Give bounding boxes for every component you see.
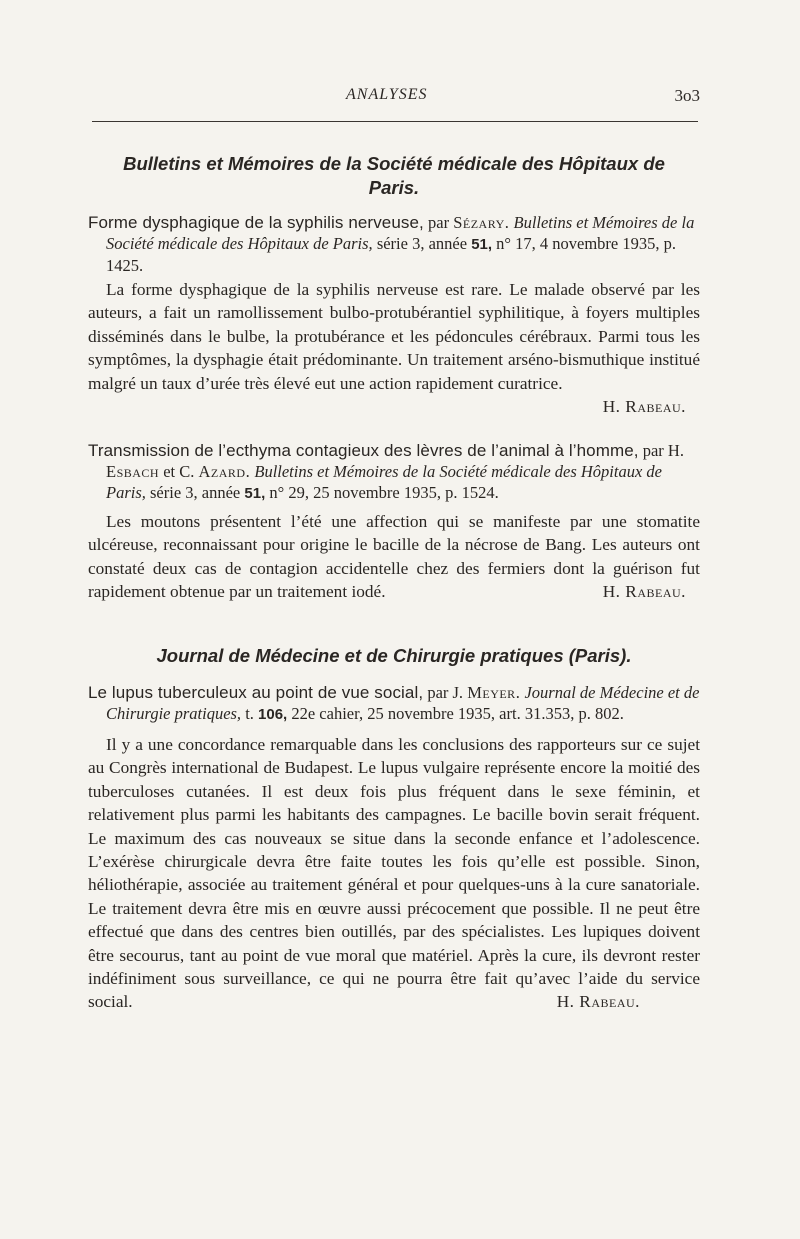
section-journal-medecine [88, 644, 700, 668]
signature: H. Rabeau. [556, 992, 640, 1012]
journal-title: Bulletins et Mémoires de la Société médicale des Hôpitaux de Paris. [123, 153, 665, 198]
page-number: 3o3 [674, 86, 700, 105]
section-bulletins [88, 152, 700, 200]
running-title: ANALYSES [346, 86, 428, 103]
year-number: 51, [244, 485, 266, 502]
author: Meyer. [467, 683, 521, 702]
series: série 3, année [150, 483, 241, 502]
citation-rest: 22e cahier, 25 novembre 1935, art. 31.353, p. 802. [291, 704, 624, 723]
author: Sézary. [453, 213, 510, 232]
article-body: Il y a une concordance remarquable dans les conclusions des rapporteurs sur ce sujet au Congrès international de Budapest. Le lupus vulgaire représente encore la moitié des tuberculoses cutanées. Il est deux fois plus fréquent dans le sexe féminin, et relativement plus parmi les habitants des campagnes. Le bacille bovin serait fréquent. Le maximum des cas nouveaux se situe dans la seconde enfance et l’adolescence. L’exérèse chirurgicale devra être faite toutes les fois qu’elle est possible. Sinon, héliothérapie, associée au traitement général et pour quelques-uns à la cure sanatoriale. Le traitement devra être mis en œuvre aussi précocement que possible. Il ne peut être effectué que dans des centres bien outillés, par des spécialistes. Les lupiques doivent être secourus, tant au point de vue moral que matériel. Après la cure, ils devront rester indéfiniment sous surveillance, ce qui ne pourra être fait qu’avec l’aide du service social. H. Rabeau. [88, 733, 700, 1014]
article-citation [88, 682, 700, 725]
article-lupus [88, 682, 700, 1014]
citation-rest: n° 29, 25 novembre 1935, p. 1524. [269, 483, 499, 502]
author-2: Azard. [198, 462, 251, 481]
source: Bulletins et Mémoires de la Société médicale des Hôpitaux de Paris, [106, 462, 663, 502]
signature: H. Rabeau. [602, 582, 686, 602]
citation-rest: n° 17, 4 novembre 1935, p. 1425. [106, 234, 676, 275]
article-citation [88, 212, 700, 276]
and-label: et C. [163, 462, 195, 481]
running-head [88, 86, 700, 110]
source: Bulletins et Mémoires de la Société médicale des Hôpitaux de Paris, [106, 213, 695, 253]
source: Journal de Médecine et de Chirurgie pratiques, [106, 683, 700, 723]
article-body: La forme dysphagique de la syphilis nerveuse est rare. Le malade observé par les auteurs, a fait un ramollissement bulbo-protubérantiel syphilitique, à foyers multiples disséminés dans le bulbe, la protubérance et les pédoncules cérébraux. Parmi tous les symptômes, la dysphagie était prédominante. Un traitement arséno-bismuthique institué malgré un taux d’urée très élevé eut une action rapidement curatrice. [88, 280, 700, 393]
article-transmission-ecthyma [88, 440, 700, 604]
article-body: Les moutons présentent l’été une affection qui se manifeste par une stomatite ulcéreuse, reconnaissant pour origine le bacille de la nécrose de Bang. Les auteurs ont constaté deux cas de contagion accidentelle chez des fermiers dont la guérison fut rapidement obtenue par un traitement iodé. H. Rabeau. [88, 510, 700, 604]
article-forme-dysphagique [88, 212, 700, 418]
article-title: Forme dysphagique de la syphilis nerveuse, [88, 213, 424, 232]
signature: H. Rabeau. [602, 397, 686, 417]
by-label: par [428, 213, 450, 232]
header-rule [92, 121, 698, 122]
by-label: par H. [642, 441, 684, 460]
article-title: Le lupus tuberculeux au point de vue social, [88, 683, 424, 702]
volume: 106, [258, 706, 288, 723]
by-label: par J. [427, 683, 464, 702]
series: série 3, année [376, 234, 468, 253]
article-title: Transmission de l’ecthyma contagieux des lèvres de l’animal à l’homme, [88, 441, 639, 460]
volume-prefix: t. [245, 704, 254, 723]
journal-title: Journal de Médecine et de Chirurgie pratiques (Paris). [156, 645, 632, 666]
year-number: 51, [471, 236, 493, 253]
author-1: Esbach [106, 462, 160, 481]
article-citation [88, 440, 700, 504]
